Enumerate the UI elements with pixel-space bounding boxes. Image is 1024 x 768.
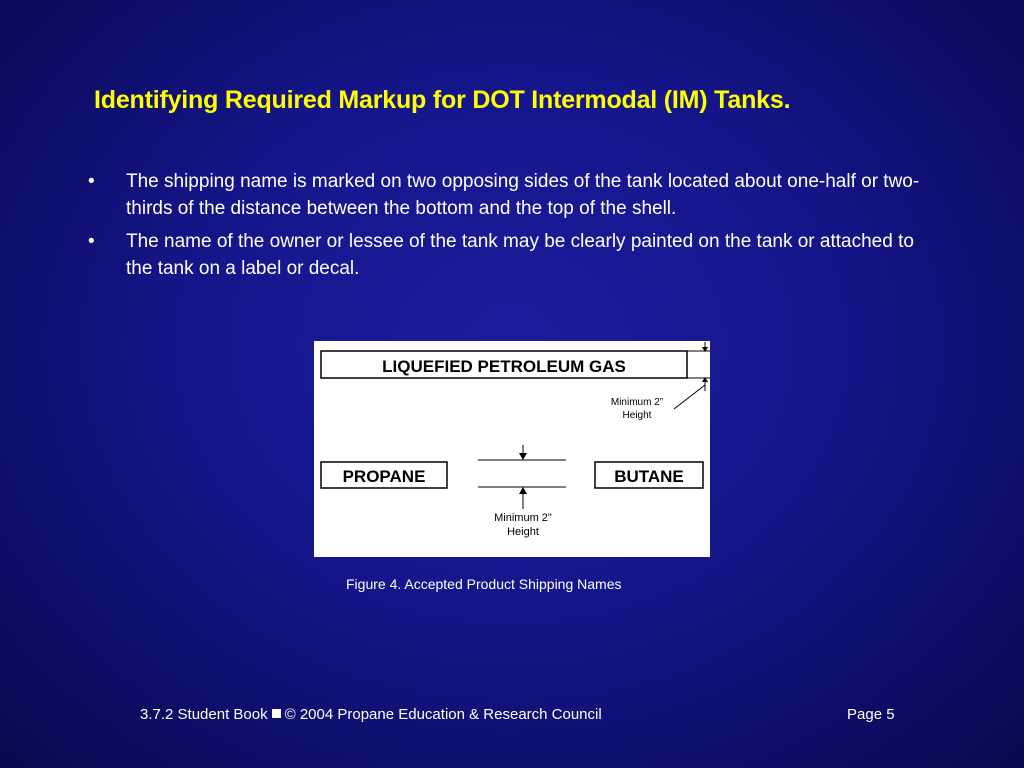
bullet-icon: • <box>88 231 95 252</box>
left-label-text: PROPANE <box>342 467 426 486</box>
dim-leader-line <box>674 385 705 409</box>
footer-book-label: 3.7.2 Student Book <box>140 706 268 723</box>
right-label-text: BUTANE <box>614 467 684 486</box>
top-label-text: LIQUEFIED PETROLEUM GAS <box>382 357 626 376</box>
bullet-list <box>88 168 938 288</box>
marking-diagram <box>314 341 710 557</box>
figure-caption: Figure 4. Accepted Product Shipping Names <box>346 576 622 592</box>
dim-note-mid-line1: Minimum 2" <box>494 512 552 524</box>
bullet-text: The name of the owner or lessee of the tank may be clearly painted on the tank or attached to the tank on a label or decal. <box>126 231 914 279</box>
footer-page-number: Page 5 <box>847 706 895 723</box>
footer-copyright: © 2004 Propane Education & Research Council <box>284 706 602 723</box>
marking-figure <box>314 341 710 557</box>
square-bullet-icon <box>272 709 281 718</box>
footer <box>140 706 602 723</box>
bullet-icon: • <box>88 171 95 192</box>
slide-title: Identifying Required Markup for DOT Intermodal (IM) Tanks. <box>94 86 791 114</box>
mid-dim-arrowhead-top <box>519 453 527 460</box>
bullet-text: The shipping name is marked on two opposing sides of the tank located about one-half or two-thirds of the distance between the bottom and the top of the shell. <box>126 171 920 219</box>
bullet-item <box>88 168 938 222</box>
bullet-item <box>88 228 938 282</box>
mid-dim-arrowhead-bottom <box>519 487 527 494</box>
dim-note-mid-line2: Height <box>507 526 539 538</box>
dim-note-top-line1: Minimum 2” <box>610 397 664 408</box>
dim-note-top-line2: Height <box>622 410 652 421</box>
